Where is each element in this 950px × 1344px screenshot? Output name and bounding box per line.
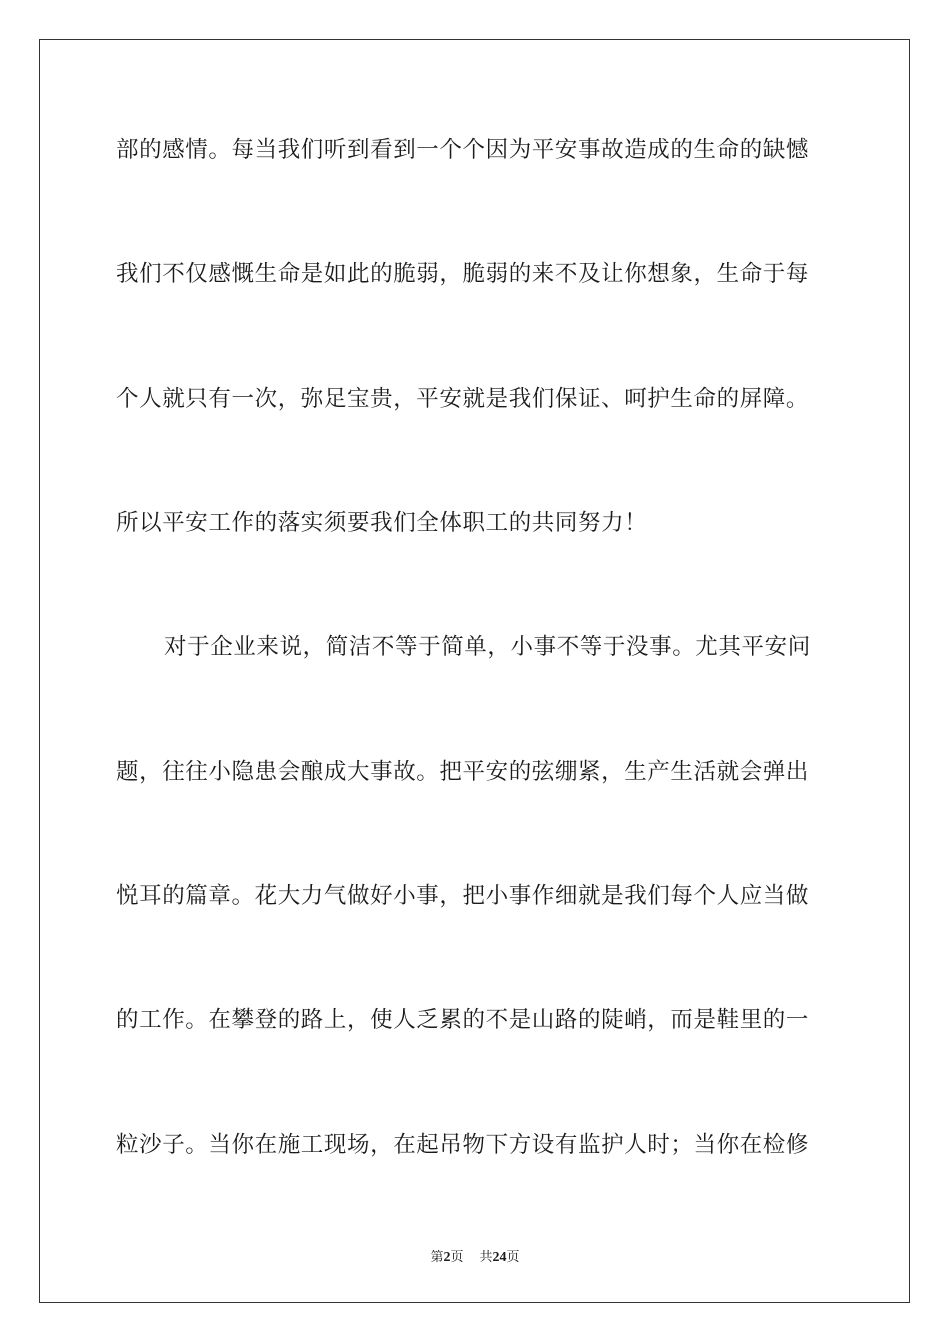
text-line-1: 部的感情。每当我们听到看到一个个因为平安事故造成的生命的缺憾 xyxy=(116,137,810,163)
page-footer xyxy=(0,1246,950,1266)
text-line-8: 的工作。在攀登的路上，使人乏累的不是山路的陡峭，而是鞋里的一 xyxy=(116,1007,810,1033)
text-line-3: 个人就只有一次，弥足宝贵，平安就是我们保证、呵护生命的屏障。 xyxy=(116,386,810,412)
page-suffix: 页 xyxy=(450,1250,464,1265)
text-line-6: 题，往往小隐患会酿成大事故。把平安的弦绷紧，生产生活就会弹出 xyxy=(116,759,810,785)
text-line-5: 对于企业来说，简洁不等于简单，小事不等于没事。尤其平安问 xyxy=(164,634,811,660)
text-line-9: 粒沙子。当你在施工现场，在起吊物下方设有监护人时；当你在检修 xyxy=(116,1132,810,1158)
text-line-4: 所以平安工作的落实须要我们全体职工的共同努力！ xyxy=(116,510,648,536)
page-border xyxy=(39,39,910,1303)
total-suffix: 页 xyxy=(506,1250,520,1265)
total-pages: 24 xyxy=(492,1250,507,1265)
text-line-2: 我们不仅感慨生命是如此的脆弱，脆弱的来不及让你想象，生命于每 xyxy=(116,261,810,287)
page-number: 2 xyxy=(443,1250,451,1265)
total-prefix: 共 xyxy=(479,1250,493,1265)
text-line-7: 悦耳的篇章。花大力气做好小事，把小事作细就是我们每个人应当做 xyxy=(116,883,810,909)
page-prefix: 第 xyxy=(430,1250,444,1265)
